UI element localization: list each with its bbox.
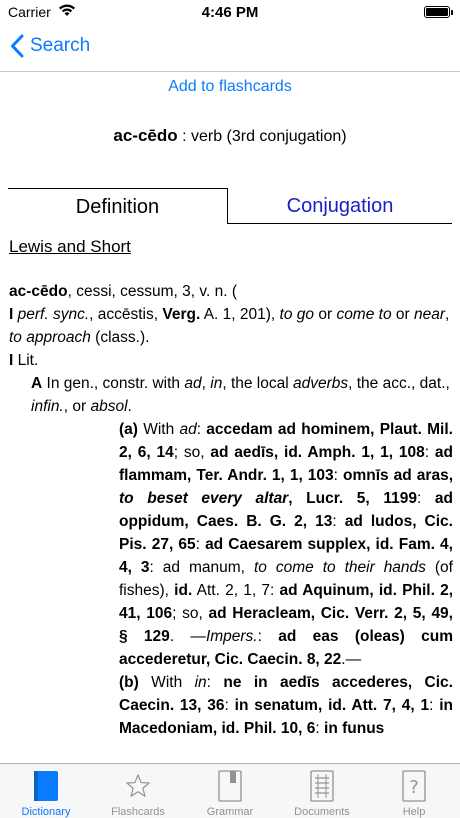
entry-text: , accēstis,	[89, 306, 163, 323]
star-icon	[125, 770, 151, 802]
entry-text: in	[210, 375, 223, 392]
segment-tabs	[8, 188, 452, 224]
part-of-speech: : verb (3rd conjugation)	[177, 128, 347, 145]
tab-help[interactable]	[368, 764, 460, 818]
entry-text: , or	[63, 398, 91, 415]
entry-text: ad	[179, 421, 197, 438]
citation: ad aedīs, id. Amph. 1, 1, 108	[210, 444, 425, 461]
source-title: Lewis and Short	[9, 237, 131, 256]
tab-definition[interactable]: Definition	[8, 188, 228, 224]
sense-marker: A	[31, 375, 43, 392]
citation: ad ludos, Cic. Pis. 27, 65	[119, 513, 453, 553]
entry-text: ad	[184, 375, 202, 392]
citation-gloss: to beset every altar	[119, 490, 289, 507]
entry-text: , the local	[222, 375, 293, 392]
entry-headword: ac-cēdo	[9, 283, 68, 300]
entry-text: :	[332, 513, 345, 530]
entry-text: :	[315, 720, 325, 737]
citation: ne in aedīs accederes, Cic. Caecin. 13, 36	[119, 674, 453, 714]
status-bar	[0, 0, 460, 26]
back-button-label: Search	[30, 35, 91, 56]
headword-line	[0, 126, 460, 146]
citation: in funus	[324, 720, 385, 737]
citation: accedam ad hominem, Plaut. Mil. 2, 6, 14	[119, 421, 453, 461]
entry-text: .—	[341, 651, 362, 668]
entry-text: perf. sync.	[17, 306, 90, 323]
entry-text: :	[416, 490, 435, 507]
battery-tip	[451, 10, 453, 15]
citation: ad Caesarem supplex, id. Fam. 4, 4, 3	[119, 536, 453, 576]
svg-text:?: ?	[409, 777, 419, 798]
citation: omnīs ad aras,	[343, 467, 453, 484]
tab-label: Dictionary	[21, 806, 71, 818]
gloss: to come to their hands	[253, 559, 426, 576]
entry-text: adverbs	[292, 375, 349, 392]
citation: ad oppidum, Caes. B. G. 2, 13	[119, 490, 453, 530]
citation: in Macedoniam, id. Phil. 10, 6	[119, 697, 453, 737]
entry-text: ,	[201, 375, 211, 392]
entry-text: .	[127, 398, 132, 415]
carrier-label: Carrier	[8, 4, 51, 20]
entry-sense-a	[9, 372, 453, 418]
entry-text: (of fishes),	[119, 559, 453, 599]
entry-text: infin.	[31, 398, 64, 415]
citation: , Lucr. 5, 1199	[288, 490, 417, 507]
sense-marker: I	[9, 306, 14, 323]
entry-text: : ad manum,	[149, 559, 254, 576]
help-icon	[401, 770, 427, 802]
entry-text: or	[314, 306, 337, 323]
entry-text: :	[333, 467, 344, 484]
documents-icon	[309, 770, 335, 802]
entry-text: Att. 2, 1, 7:	[192, 582, 280, 599]
tab-grammar[interactable]	[184, 764, 276, 818]
book-icon	[33, 770, 59, 802]
battery-icon	[424, 6, 450, 18]
definition-entry	[9, 280, 453, 740]
entry-text: ; so,	[172, 605, 209, 622]
entry-text: In gen., constr. with	[42, 375, 185, 392]
gloss: come to	[336, 306, 392, 323]
entry-line-headword	[9, 280, 453, 303]
gloss: to approach	[9, 329, 91, 346]
citation: ad Aquinum, id. Phil. 2, 41, 106	[119, 582, 454, 622]
entry-text: With	[138, 674, 195, 691]
tab-documents[interactable]	[276, 764, 368, 818]
entry-text: With	[137, 421, 180, 438]
gloss: near	[413, 306, 446, 323]
tab-conjugation[interactable]: Conjugation	[228, 188, 452, 224]
entry-text: :	[206, 674, 224, 691]
entry-text: :	[257, 628, 279, 645]
navigation-bar	[0, 26, 460, 72]
bottom-tab-bar	[0, 763, 460, 818]
citation: in senatum, id. Att. 7, 4, 1	[234, 697, 430, 714]
entry-text: A. 1, 201),	[200, 306, 280, 323]
citation: ad flammam, Ter. Andr. 1, 1, 103	[119, 444, 453, 484]
tab-flashcards[interactable]	[92, 764, 184, 818]
entry-text: ,	[445, 306, 450, 323]
chevron-left-icon	[10, 34, 24, 58]
entry-text: Lit.	[13, 352, 39, 369]
subsense-marker: (b)	[119, 674, 139, 691]
citation: ad eas (oleas) cum accederetur, Cic. Caecin. 8, 22	[119, 628, 453, 668]
entry-text: absol	[90, 398, 128, 415]
tab-label: Flashcards	[111, 806, 165, 818]
entry-text: :	[195, 536, 206, 553]
entry-text: :	[424, 444, 435, 461]
entry-text: :	[429, 697, 440, 714]
entry-subsense-a	[9, 418, 453, 671]
back-button[interactable]	[10, 34, 90, 58]
entry-text: in	[194, 674, 207, 691]
citation-author: Verg.	[162, 306, 201, 323]
tab-label: Documents	[294, 806, 350, 818]
tab-label: Grammar	[206, 806, 254, 818]
status-time: 4:46 PM	[201, 4, 259, 21]
entry-text: ; so,	[173, 444, 211, 461]
entry-line-perf	[9, 303, 453, 349]
tab-label: Help	[402, 806, 426, 818]
sense-marker: I	[9, 352, 14, 369]
gloss: to go	[279, 306, 315, 323]
headword: ac-cēdo	[113, 126, 178, 145]
tab-dictionary[interactable]	[0, 764, 92, 818]
entry-text: or	[391, 306, 414, 323]
grammar-book-icon	[217, 770, 243, 802]
citation: id.	[174, 582, 193, 599]
citation: ad Heracleam, Cic. Verr. 2, 5, 49, § 129	[119, 605, 453, 645]
subsense-marker: (a)	[119, 421, 138, 438]
entry-text: (class.).	[90, 329, 150, 346]
entry-text: , the acc., dat.,	[348, 375, 450, 392]
entry-subsense-b	[9, 671, 453, 740]
entry-text: . —	[169, 628, 206, 645]
entry-line-lit	[9, 349, 453, 372]
add-to-flashcards-button[interactable]: Add to flashcards	[168, 78, 292, 95]
entry-text: :	[224, 697, 235, 714]
entry-text: Impers.	[205, 628, 258, 645]
entry-text: :	[196, 421, 207, 438]
entry-principal-parts: , cessi, cessum, 3, v. n. (	[67, 283, 237, 300]
